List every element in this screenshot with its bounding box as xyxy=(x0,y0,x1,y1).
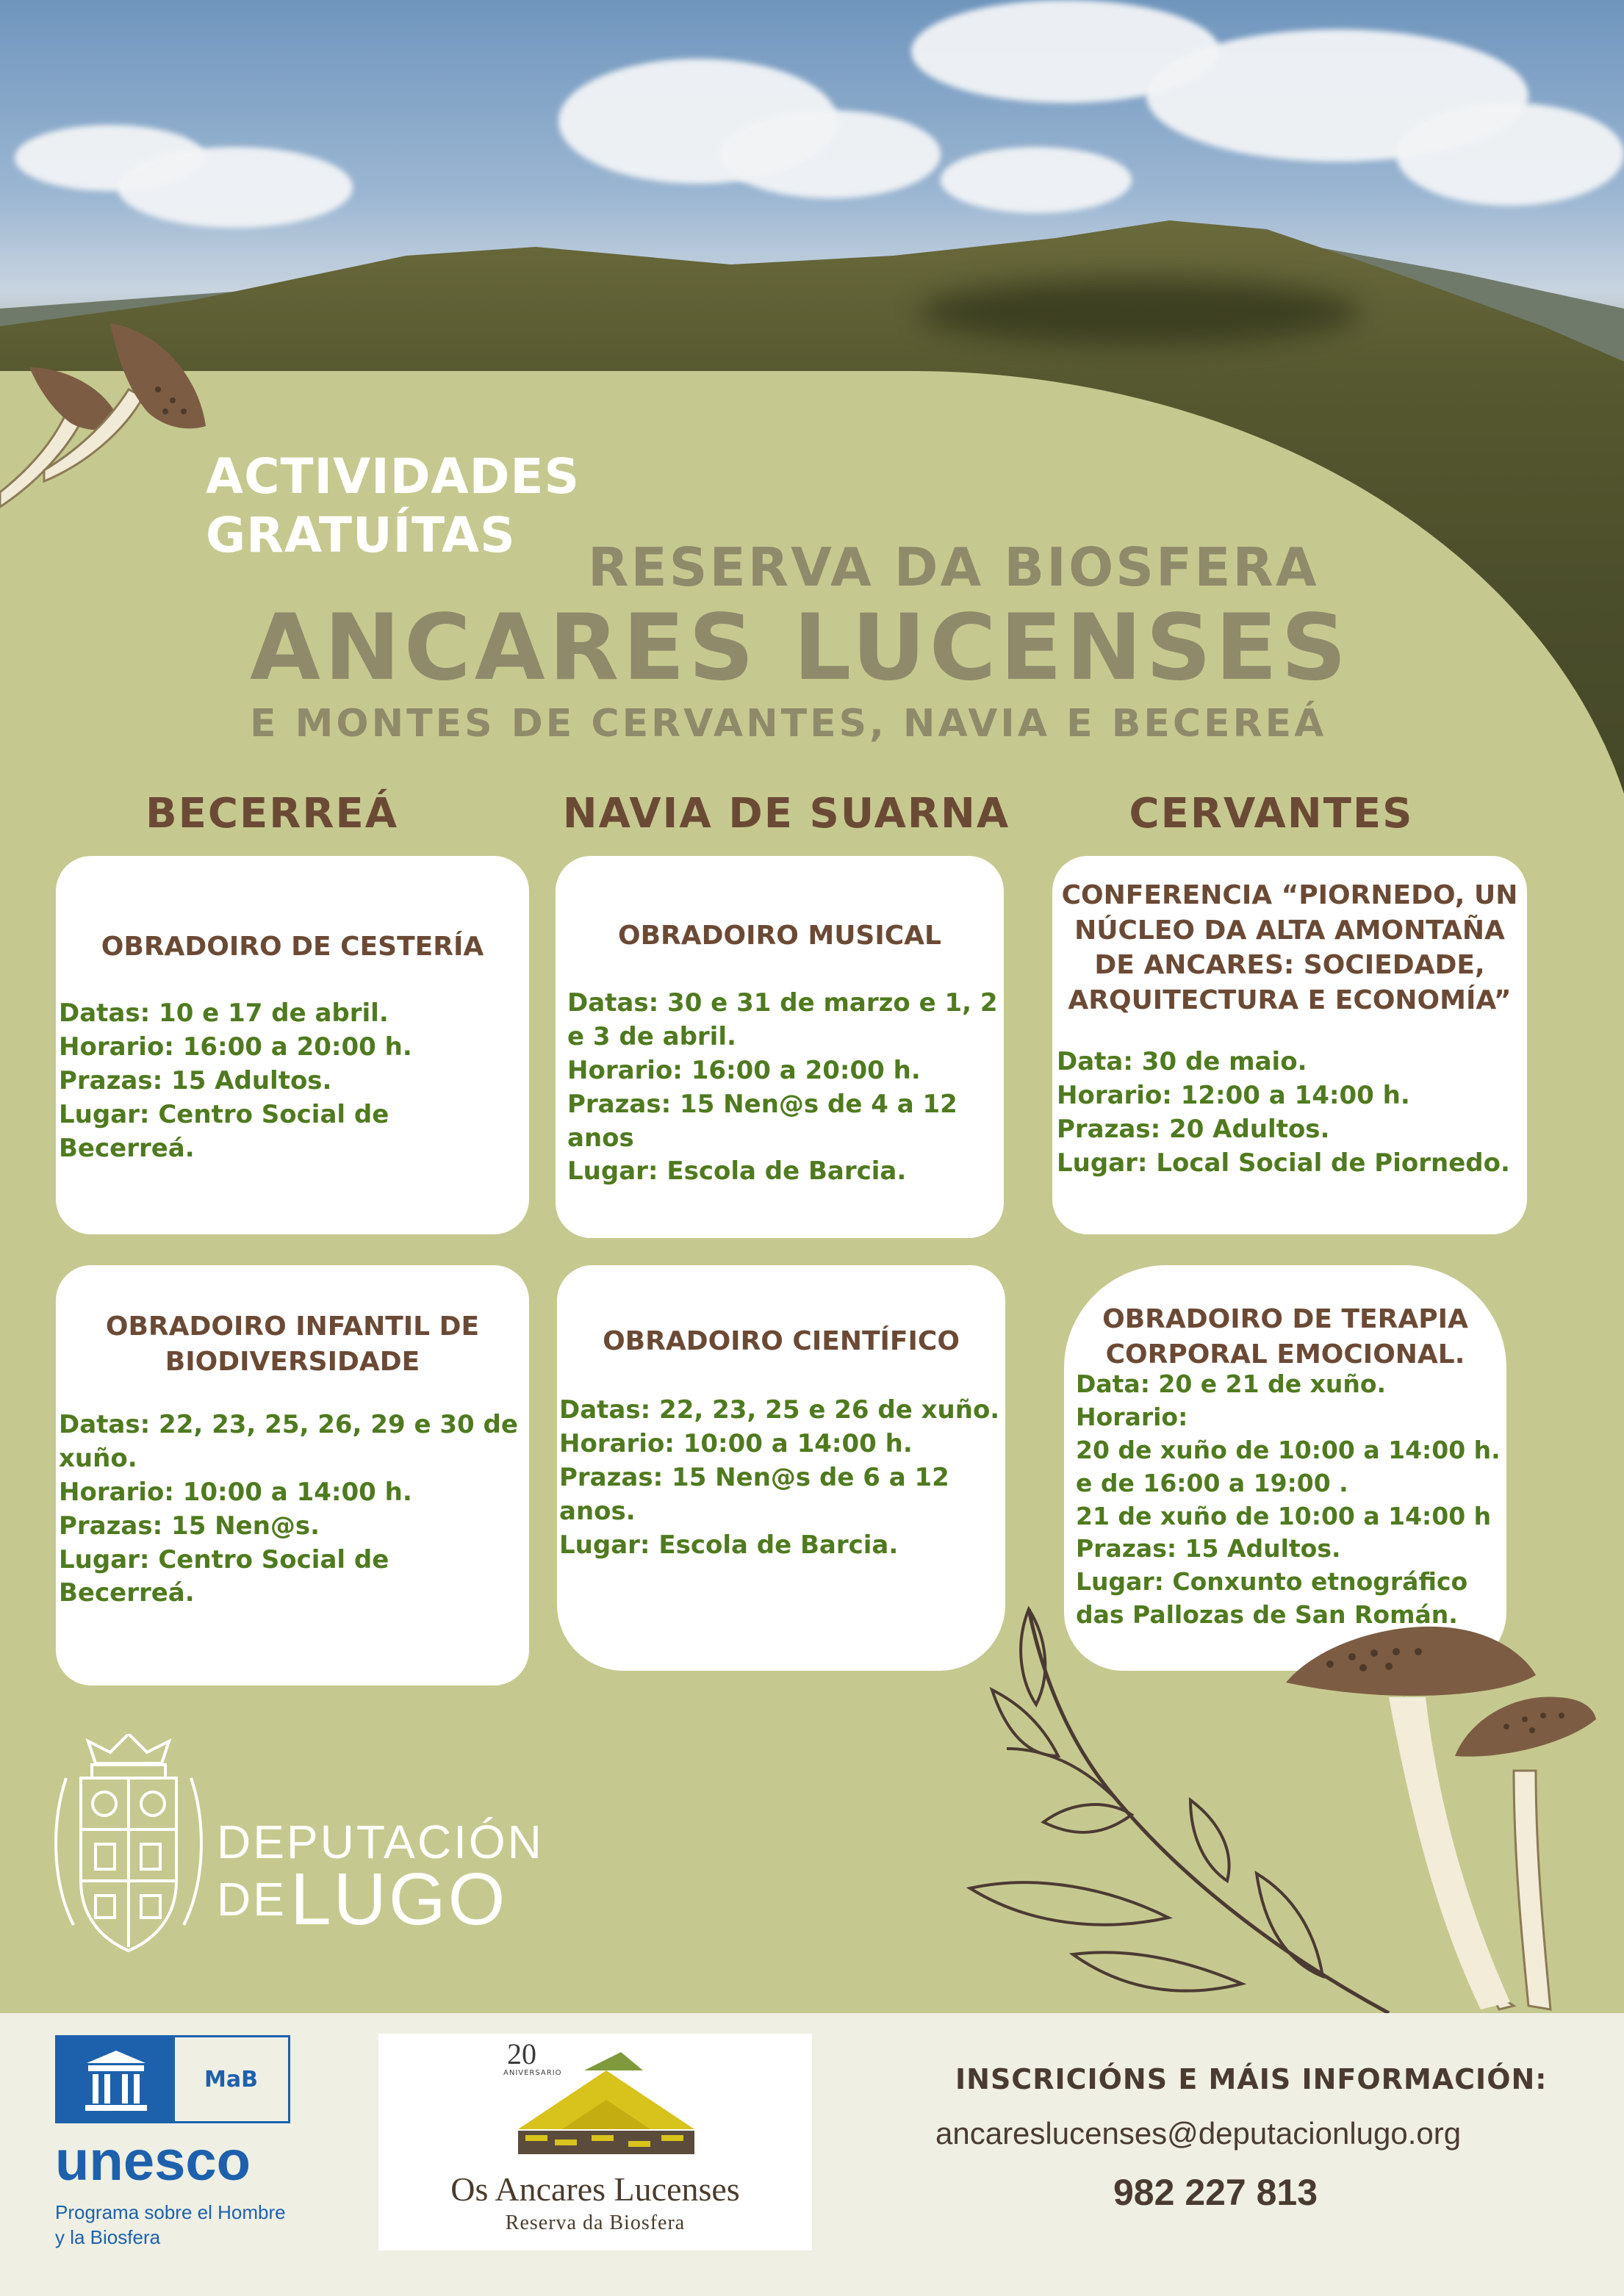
card-details: Datas: 22, 23, 25, 26, 29 e 30 de xuño. Horario: 10:00 a 14:00 h. Prazas: 15 Nen@s. Lugar: Centro Social de Becerreá. xyxy=(59,1410,518,1608)
card-title: CONFERENCIA “PIORNEDO, UN NÚCLEO DA ALTA AMONTAÑA DE ANCARES: SOCIEDADE, ARQUITECTURA E ECONOMÍA” xyxy=(1061,880,1518,1015)
palloza-roof-icon xyxy=(511,2048,702,2159)
mushroom-top-left xyxy=(0,323,220,514)
reserva-heading: RESERVA DA BIOSFERA xyxy=(588,536,1319,598)
activity-card-conferencia xyxy=(1052,856,1527,1234)
card-details: Datas: 22, 23, 25 e 26 de xuño. Horario: 10:00 a 14:00 h. Prazas: 15 Nen@s de 6 a 12 anos. Lugar: Escola de Barcia. xyxy=(559,1395,1000,1560)
activity-card-cesteria xyxy=(56,856,529,1234)
de-label: DE xyxy=(217,1873,287,1926)
anniversary-label: ANIVERSARIO xyxy=(503,2069,562,2077)
lugo-label: LUGO xyxy=(290,1858,508,1940)
temple-icon xyxy=(57,2037,175,2121)
mab-label: MaB xyxy=(204,2067,258,2092)
contact-email[interactable]: ancareslucenses@deputacionlugo.org xyxy=(935,2116,1462,2151)
column-heading-navia: NAVIA DE SUARNA xyxy=(562,790,1010,838)
unesco-wordmark: unesco xyxy=(55,2130,251,2192)
activity-card-cientifico xyxy=(557,1265,1005,1671)
page-subtitle: E MONTES DE CERVANTES, NAVIA E BECEREÁ xyxy=(250,702,1327,746)
contact-phone[interactable]: 982 227 813 xyxy=(1113,2172,1318,2213)
card-details: Datas: 10 e 17 de abril. Horario: 16:00 a 20:00 h. Prazas: 15 Adultos. Lugar: Centro Social de Becerreá. xyxy=(59,998,412,1163)
card-title: OBRADOIRO INFANTIL DE BIODIVERSIDADE xyxy=(105,1311,480,1377)
ancares-lucenses-logo xyxy=(378,2034,812,2250)
card-title: OBRADOIRO DE CESTERÍA xyxy=(101,932,484,962)
deputacion-lugo-logo xyxy=(51,1734,566,1969)
mushroom-bottom-right xyxy=(1279,1609,1624,2028)
deputacion-label: DEPUTACIÓN xyxy=(217,1815,544,1868)
page-title: ANCARES LUCENSES xyxy=(250,595,1351,701)
ancares-logo-sub: Reserva da Biosfera xyxy=(505,2212,686,2234)
card-details: Data: 20 e 21 de xuño. Horario: 20 de xuño de 10:00 a 14:00 h. e de 16:00 a 19:00 . 21 de xuño de 10:00 a 14:00 h Prazas: 15 Adultos. Lugar: Conxunto etnográfico das Pallozas de San Román. xyxy=(1076,1370,1501,1630)
ancares-logo-name: Os Ancares Lucenses xyxy=(450,2170,740,2208)
anniversary-number: 20 xyxy=(507,2037,536,2070)
activity-card-biodiversidade xyxy=(56,1265,529,1685)
card-details: Datas: 30 e 31 de marzo e 1, 2 e 3 de abril. Horario: 16:00 a 20:00 h. Prazas: 15 Nen@s de 4 a 12 anos Lugar: Escola de Barcia. xyxy=(567,988,998,1187)
card-title: OBRADOIRO CIENTÍFICO xyxy=(603,1326,960,1356)
card-details: Data: 30 de maio. Horario: 12:00 a 14:00 h. Prazas: 20 Adultos. Lugar: Local Social de Piornedo. xyxy=(1057,1047,1510,1178)
column-heading-becerrea: BECERREÁ xyxy=(145,790,399,838)
card-title: OBRADOIRO MUSICAL xyxy=(618,921,941,951)
coat-of-arms-icon xyxy=(51,1734,206,1954)
unesco-caption: Programa sobre el Hombre y la Biosfera xyxy=(55,2201,286,2248)
tag-line2: GRATUÍTAS xyxy=(206,507,516,564)
contact-heading: INSCRICIÓNS E MÁIS INFORMACIÓN: xyxy=(955,2063,1548,2095)
activity-card-musical xyxy=(556,856,1004,1238)
column-heading-cervantes: CERVANTES xyxy=(1129,790,1414,838)
tag-line1: ACTIVIDADES xyxy=(206,448,580,505)
card-title: OBRADOIRO DE TERAPIA CORPORAL EMOCIONAL. xyxy=(1102,1304,1468,1370)
unesco-logo xyxy=(55,2035,320,2256)
